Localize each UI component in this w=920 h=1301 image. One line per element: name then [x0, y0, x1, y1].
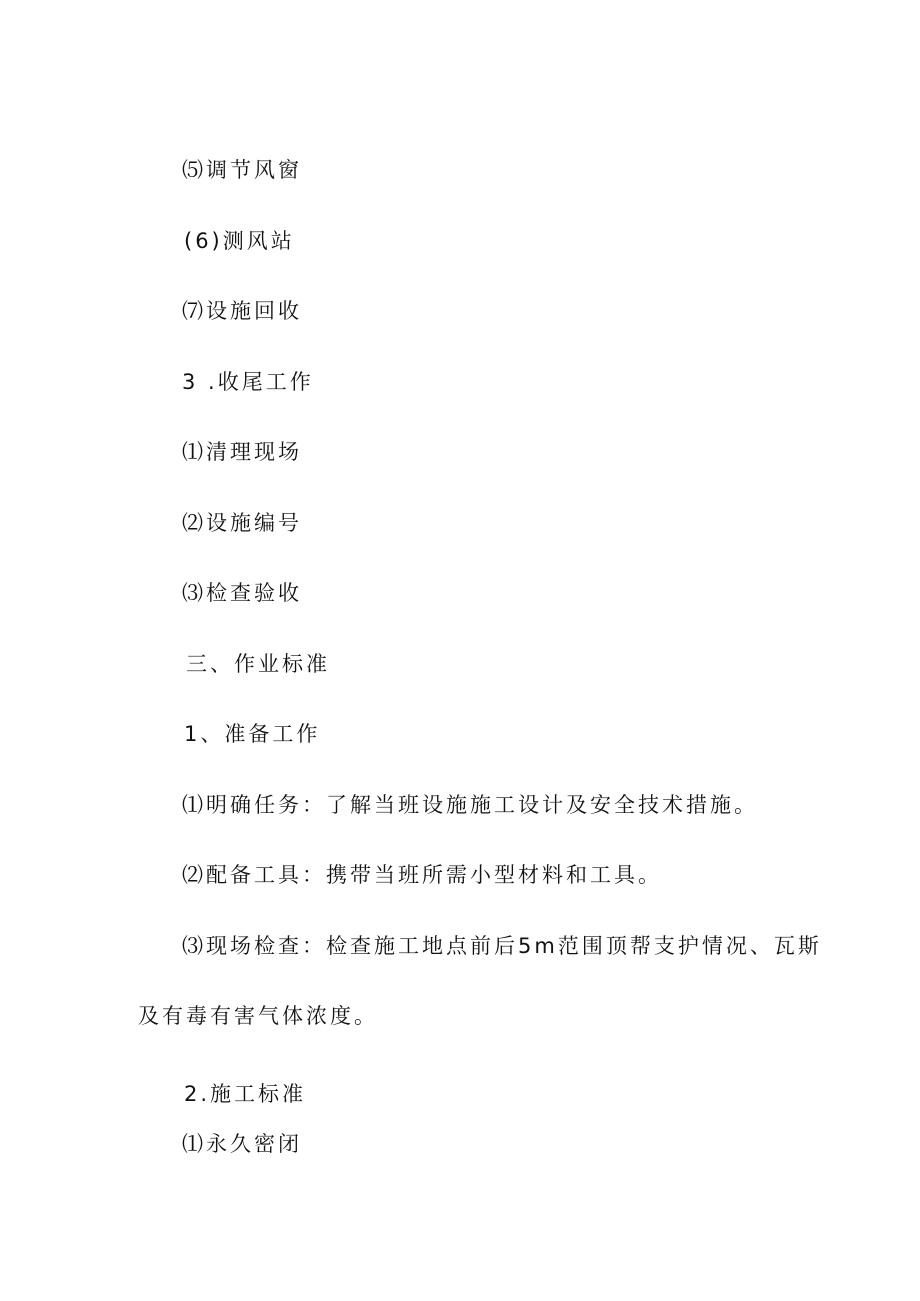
text-line: ⑶现场检查：检查施工地点前后5m范围顶帮支护情况、瓦斯 [182, 934, 822, 958]
section-heading: 2.施工标准 [184, 1082, 307, 1106]
text-line: 及有毒有害气体浓度。 [138, 1004, 378, 1028]
text-line: ⑺设施回收 [182, 299, 302, 323]
text-line: ⑶检查验收 [182, 581, 302, 605]
text-line: ⑵设施编号 [182, 511, 302, 535]
text-line: ⑴明确任务：了解当班设施施工设计及安全技术措施。 [182, 793, 758, 817]
chapter-heading: 三、作业标准 [186, 652, 330, 676]
text-line: ⑴清理现场 [182, 440, 302, 464]
text-line: ⑵配备工具：携带当班所需小型材料和工具。 [182, 863, 662, 887]
section-heading: 3 .收尾工作 [182, 370, 314, 394]
section-heading: 1、准备工作 [184, 722, 321, 746]
text-line: (6)测风站 [184, 229, 295, 253]
text-line: ⑴永久密闭 [182, 1132, 302, 1156]
text-line: ⑸调节风窗 [182, 158, 302, 182]
